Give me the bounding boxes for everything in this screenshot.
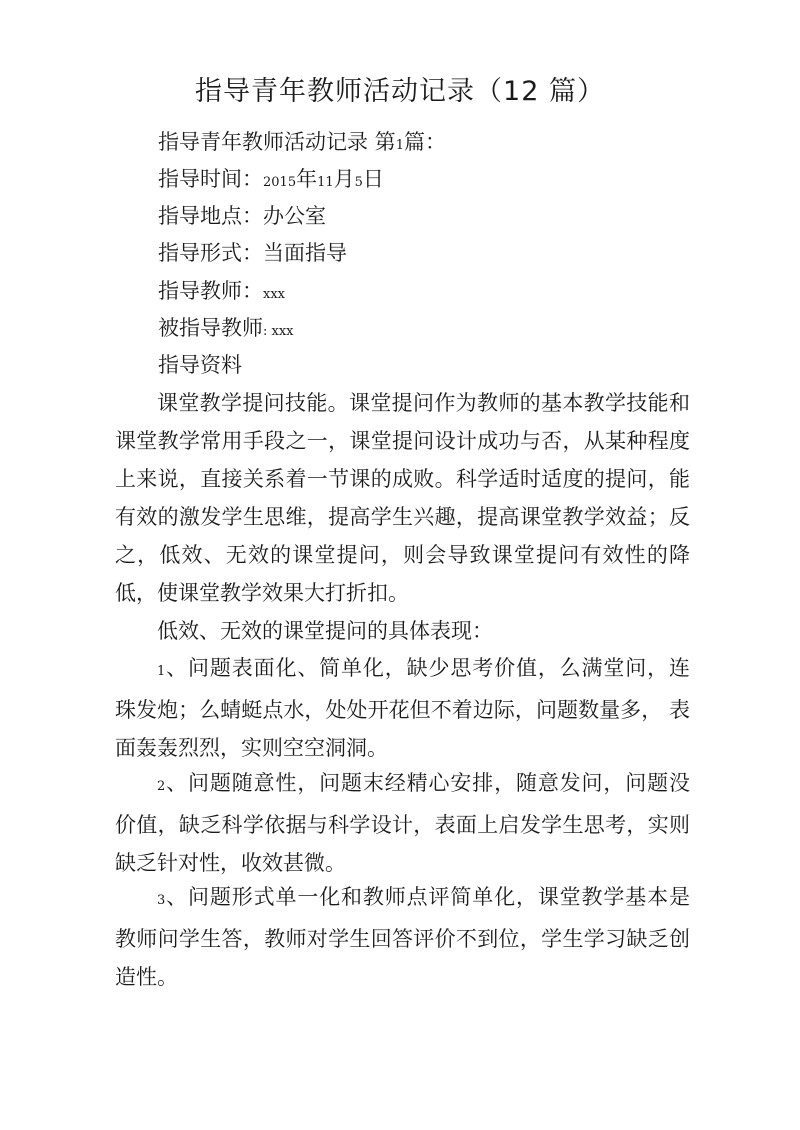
list-item-3 xyxy=(115,878,690,996)
teacher-value: xxx xyxy=(263,287,285,302)
list-item-2-text: 、问题随意性，问题末经精心安排，随意发问，问题没价值，缺乏科学依据与科学设计，表面上启发学生思考，实则缺乏针对性，收效甚微。 xyxy=(115,771,690,875)
list-item-3-number: 3 xyxy=(157,893,166,908)
time-year-unit: 年 xyxy=(296,167,318,191)
record-heading-number: 1 xyxy=(395,138,404,153)
guidance-materials: 指导资料 xyxy=(158,353,242,377)
list-item-1-number: 1 xyxy=(157,664,166,679)
mentee-label: 被指导教师 xyxy=(158,316,263,340)
time-day-unit: 日 xyxy=(362,167,384,191)
guidance-time xyxy=(158,164,758,198)
document-title: 指导青年教师活动记录（12 篇） xyxy=(195,76,605,107)
list-item-1 xyxy=(115,649,690,767)
time-label: 指导时间： xyxy=(158,167,263,191)
time-year: 2015 xyxy=(263,175,297,190)
guidance-form: 指导形式：当面指导 xyxy=(158,241,347,265)
guidance-place: 指导地点：办公室 xyxy=(158,204,326,228)
time-month: 11 xyxy=(317,175,334,190)
list-item-2 xyxy=(115,764,690,882)
record-heading xyxy=(158,127,758,161)
mentee-value: : xxx xyxy=(263,324,294,339)
list-item-2-number: 2 xyxy=(157,779,166,794)
time-day: 5 xyxy=(354,175,363,190)
record-heading-prefix: 指导青年教师活动记录 第 xyxy=(158,130,396,154)
record-heading-suffix: 篇： xyxy=(403,130,446,154)
list-item-1-text: 、问题表面化、简单化，缺少思考价值，么满堂问，连珠发炮；么蜻蜓点水，处处开花但不着边际，问题数量多， 表面轰轰烈烈，实则空空洞洞。 xyxy=(115,656,690,760)
mentee-teacher xyxy=(158,313,758,347)
time-month-unit: 月 xyxy=(333,167,355,191)
guidance-teacher xyxy=(158,276,758,310)
body-paragraph-1: 课堂教学提问技能。课堂提问作为教师的基本教学技能和课堂教学常用手段之一，课堂提问设计成功与否，从某种程度上来说，直接关系着一节课的成败。科学适时适度的提问，能有效的激发学生思维，提高学生兴趣，提高课堂教学效益；反之，低效、无效的课堂提问，则会导致课堂提问有效性的降低，使课堂教学效果大打折扣。 xyxy=(115,391,690,605)
body-paragraph-2: 低效、无效的课堂提问的具体表现： xyxy=(157,619,493,643)
list-item-3-text: 、问题形式单一化和教师点评简单化，课堂教学基本是教师问学生答，教师对学生回答评价不到位，学生学习缺乏创造性。 xyxy=(115,885,690,989)
teacher-label: 指导教师： xyxy=(158,279,263,303)
